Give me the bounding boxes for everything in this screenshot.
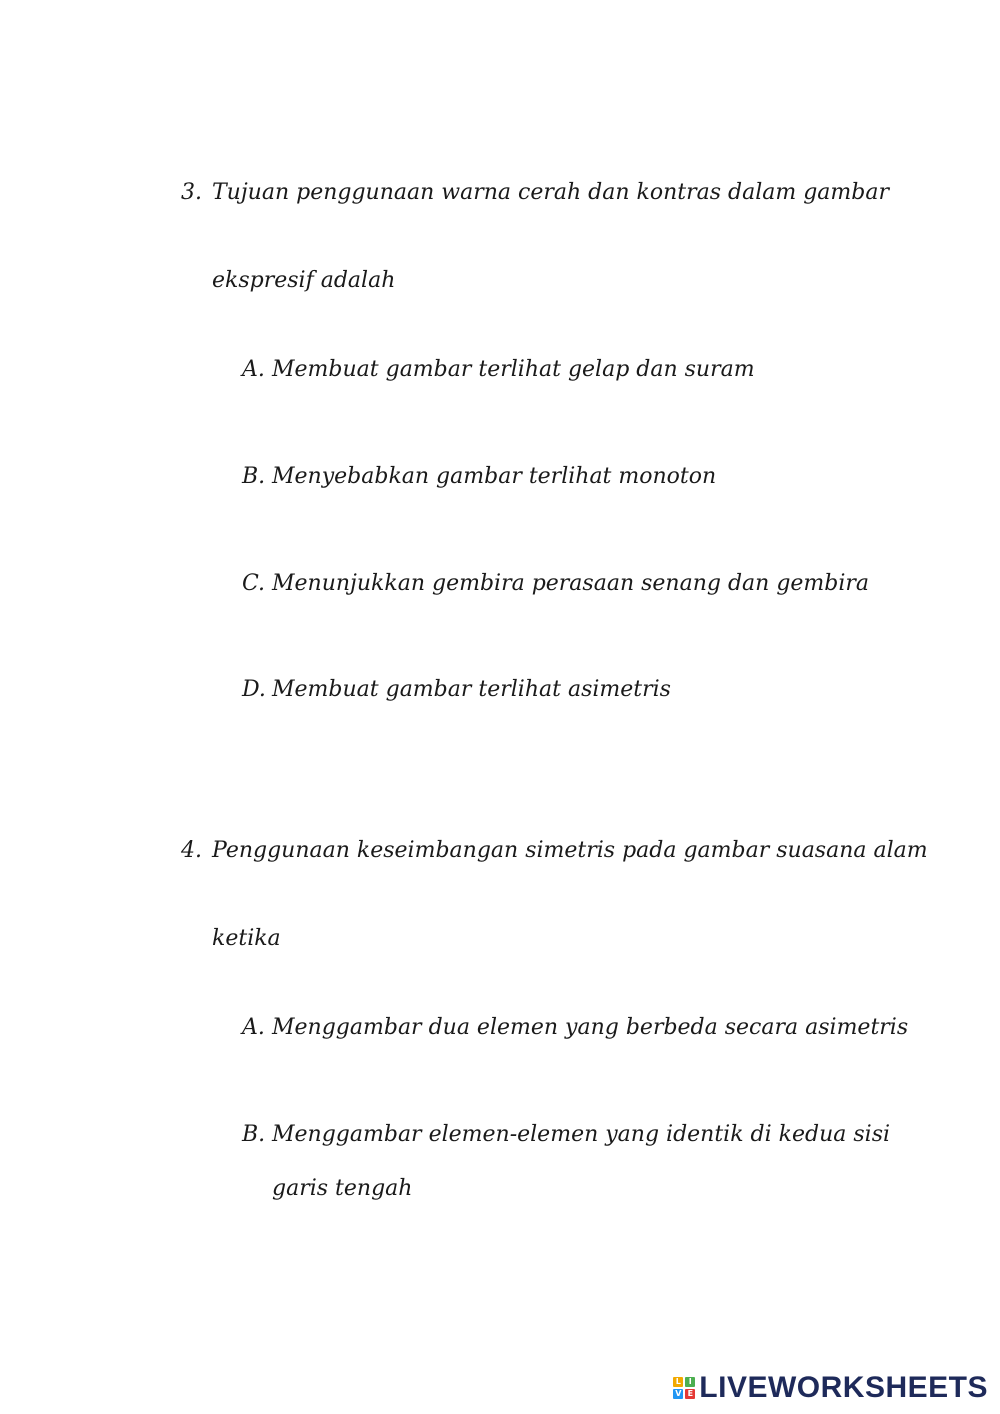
logo-icon-cell-i: I (685, 1377, 695, 1387)
question-3-option-b: Menyebabkan gambar terlihat monoton (272, 464, 717, 489)
question-4-option-b-letter: B. (242, 1122, 266, 1147)
question-4-option-a: Menggambar dua elemen yang berbeda secara asimetris (272, 1015, 909, 1040)
question-3-option-d: Membuat gambar terlihat asimetris (272, 677, 671, 702)
question-3-option-a: Membuat gambar terlihat gelap dan suram (272, 357, 755, 382)
question-4-text-line-2: ketika (212, 926, 281, 951)
logo-icon-cell-v: V (675, 1389, 682, 1398)
question-4-text-line-1: Penggunaan keseimbangan simetris pada gambar suasana alam (212, 838, 928, 863)
question-4-option-b-line-1: Menggambar elemen-elemen yang identik di kedua sisi (272, 1122, 891, 1147)
question-3-option-b-letter: B. (242, 464, 266, 489)
question-4-option-b-line-2: garis tengah (272, 1176, 413, 1201)
question-3-option-c-letter: C. (242, 571, 266, 596)
liveworksheets-logo-icon (673, 1377, 695, 1399)
question-3-text-line-2: ekspresif adalah (212, 268, 396, 293)
question-3-option-d-letter: D. (242, 677, 266, 702)
question-3-option-c: Menunjukkan gembira perasaan senang dan gembira (272, 571, 870, 596)
question-3-text-line-1: Tujuan penggunaan warna cerah dan kontras dalam gambar (212, 180, 890, 205)
question-4-number: 4. (181, 838, 202, 863)
question-3-option-a-letter: A. (242, 357, 265, 382)
question-4-option-a-letter: A. (242, 1015, 265, 1040)
liveworksheets-logo-text: LIVEWORKSHEETS (699, 1371, 988, 1404)
question-3-number: 3. (181, 180, 202, 205)
logo-icon-cell-e: E (685, 1389, 695, 1399)
liveworksheets-logo (673, 1372, 988, 1404)
logo-icon-cell-l: L (673, 1377, 683, 1387)
